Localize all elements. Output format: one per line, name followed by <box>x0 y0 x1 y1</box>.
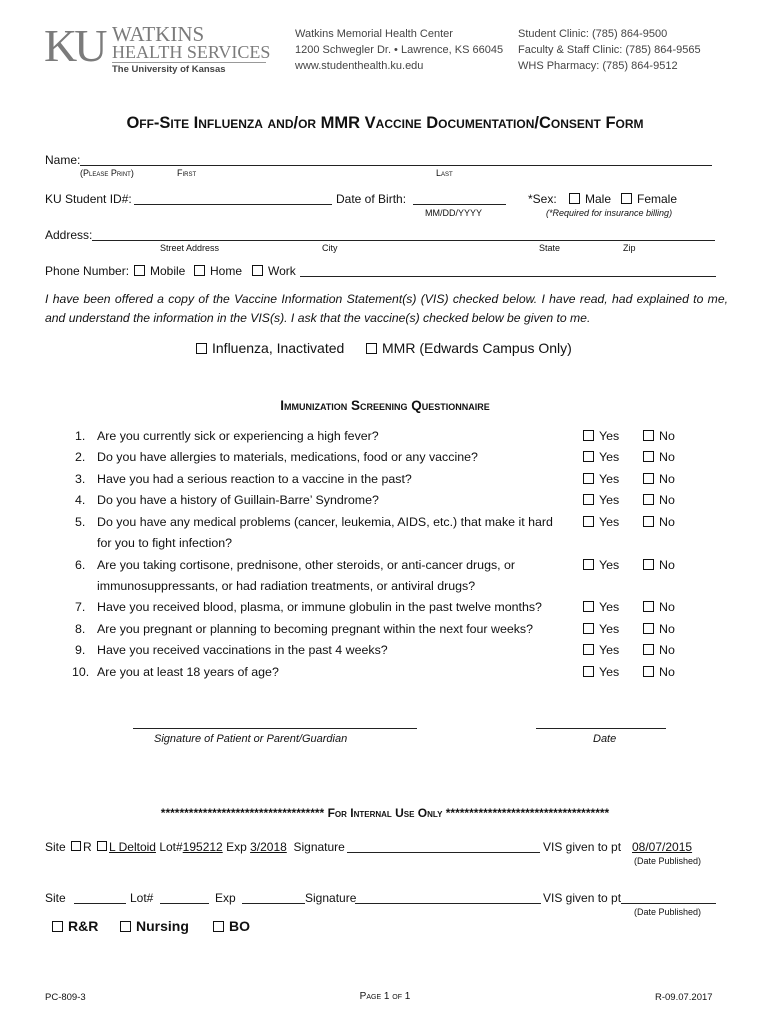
question-yes-option[interactable] <box>583 622 619 636</box>
sex-note: (*Required for insurance billing) <box>546 208 673 218</box>
date-published-label: (Date Published) <box>634 856 702 866</box>
state-label: State <box>539 243 561 253</box>
vaccine-influenza-label: Influenza, Inactivated <box>212 340 345 356</box>
stars-right: *********************************** <box>445 806 610 820</box>
question-text: Are you taking cortisone, prednisone, other steroids, or anti-cancer drugs, or <box>97 558 516 572</box>
checkbox-icon[interactable] <box>583 473 594 484</box>
checkbox-icon[interactable] <box>583 623 594 634</box>
exp-label: Exp <box>226 840 247 854</box>
checkbox-icon[interactable] <box>643 601 654 612</box>
checkbox-icon[interactable] <box>643 666 654 677</box>
yes-label: Yes <box>599 665 620 679</box>
sex-female-option[interactable] <box>621 192 677 206</box>
logo-university: The University of Kansas <box>112 64 226 75</box>
site-label-2: Site <box>45 891 66 905</box>
phone-work-option[interactable] <box>252 264 296 278</box>
no-label: No <box>659 600 675 614</box>
yes-label: Yes <box>599 643 620 657</box>
question-no-option[interactable] <box>643 622 675 636</box>
site-l-deltoid-label: L Deltoid <box>109 840 156 854</box>
no-label: No <box>659 622 675 636</box>
yes-label: Yes <box>599 600 620 614</box>
phone-home-label: Home <box>210 264 243 278</box>
question-no-option[interactable] <box>643 643 675 657</box>
address-field[interactable] <box>92 230 715 241</box>
checkbox-icon[interactable] <box>643 644 654 655</box>
question-yes-option[interactable] <box>583 665 619 679</box>
exp-label-2: Exp <box>215 891 236 905</box>
checkbox-icon[interactable] <box>120 921 131 932</box>
vis-given-label: VIS given to pt <box>543 840 622 854</box>
lot-field-2[interactable] <box>160 893 209 904</box>
clinic-phones <box>518 26 701 74</box>
checkbox-icon[interactable] <box>52 921 63 932</box>
question-number: 8. <box>75 622 86 636</box>
question-yes-option[interactable] <box>583 643 619 657</box>
question-number: 2. <box>75 450 86 464</box>
logo-ku: KU <box>44 20 105 71</box>
phone-mobile-option[interactable] <box>134 264 185 278</box>
question-no-option[interactable] <box>643 450 675 464</box>
city-label: City <box>322 243 338 253</box>
bo-label: BO <box>229 918 250 934</box>
yes-label: Yes <box>599 472 620 486</box>
zip-label: Zip <box>623 243 636 253</box>
checkbox-icon[interactable] <box>583 644 594 655</box>
sex-female-label: Female <box>637 192 678 206</box>
rr-label: R&R <box>68 918 99 934</box>
question-number: 10. <box>72 665 90 679</box>
phone-home-option[interactable] <box>194 264 242 278</box>
no-label: No <box>659 450 675 464</box>
address-label: Address: <box>45 228 93 242</box>
checkbox-icon[interactable] <box>583 601 594 612</box>
center-info <box>295 26 503 74</box>
checkbox-icon[interactable] <box>196 343 207 354</box>
logo-divider <box>112 62 266 63</box>
question-yes-option[interactable] <box>583 472 619 486</box>
checkbox-icon[interactable] <box>643 451 654 462</box>
site-r-label: R <box>83 840 92 854</box>
question-number: 4. <box>75 493 86 507</box>
internal-use-header <box>0 806 770 820</box>
vis-given-field-2[interactable] <box>621 893 716 904</box>
question-number: 5. <box>75 515 86 529</box>
checkbox-icon[interactable] <box>583 516 594 527</box>
checkbox-icon[interactable] <box>643 516 654 527</box>
checkbox-icon[interactable] <box>134 265 145 276</box>
vaccine-mmr-label: MMR (Edwards Campus Only) <box>382 340 572 356</box>
name-field[interactable] <box>80 155 712 166</box>
question-text-continued: for you to fight infection? <box>97 536 233 550</box>
center-address: 1200 Schwegler Dr. • Lawrence, KS 66045 <box>295 44 504 56</box>
vaccine-influenza-option[interactable] <box>196 340 344 356</box>
question-text: Are you currently sick or experiencing a high fever? <box>97 429 379 443</box>
site-r-checkbox-icon[interactable] <box>71 841 81 851</box>
site-field-2[interactable] <box>74 893 126 904</box>
internal-use-title: For Internal Use Only <box>327 806 443 820</box>
question-text: Are you pregnant or planning to becoming pregnant within the next four weeks? <box>97 622 534 636</box>
internal-row-1 <box>45 840 345 854</box>
center-name: Watkins Memorial Health Center <box>295 28 453 40</box>
checkbox-icon[interactable] <box>366 343 377 354</box>
internal-signature-label: Signature <box>293 840 345 854</box>
question-text: Do you have any medical problems (cancer, leukemia, AIDS, etc.) that make it hard <box>97 515 553 529</box>
checkbox-icon[interactable] <box>643 623 654 634</box>
vis-given-date[interactable]: 08/07/2015 <box>632 840 693 854</box>
checkbox-icon[interactable] <box>213 921 224 932</box>
signature-label-2: Signature <box>305 891 357 905</box>
student-id-label: KU Student ID#: <box>45 192 132 206</box>
question-text: Have you received vaccinations in the past 4 weeks? <box>97 643 388 657</box>
checkbox-icon[interactable] <box>583 451 594 462</box>
no-label: No <box>659 493 675 507</box>
question-number: 6. <box>75 558 86 572</box>
yes-label: Yes <box>599 558 620 572</box>
checkbox-icon[interactable] <box>643 494 654 505</box>
vis-statement: I have been offered a copy of the Vaccine Information Statement(s) (VIS) checked below. I have read, had explained to me, and understand the information in the VIS(s). I ask that the vaccine(s) checked below be given to me. <box>45 292 728 325</box>
question-number: 3. <box>75 472 86 486</box>
lot-label: Lot# <box>159 840 183 854</box>
date-published-label-2: (Date Published) <box>634 907 702 917</box>
phone-pharmacy: WHS Pharmacy: (785) 864-9512 <box>518 60 678 72</box>
question-no-option[interactable] <box>643 665 675 679</box>
no-label: No <box>659 429 675 443</box>
checkbox-icon[interactable] <box>569 193 580 204</box>
phone-mobile-label: Mobile <box>150 264 186 278</box>
no-label: No <box>659 665 675 679</box>
checkbox-icon[interactable] <box>583 666 594 677</box>
vis-given-label-2: VIS given to pt <box>543 891 622 905</box>
signature-date-label: Date <box>593 733 617 745</box>
page-number: Page 1 of 1 <box>359 991 411 1002</box>
checkbox-icon[interactable] <box>583 559 594 570</box>
question-yes-option[interactable] <box>583 493 619 507</box>
no-label: No <box>659 515 675 529</box>
rr-option[interactable] <box>52 918 98 934</box>
question-text-continued: immunosuppressants, or had radiation treatments, or antiviral drugs? <box>97 579 476 593</box>
stars-left: *********************************** <box>160 806 325 820</box>
please-print-label: (Please Print) <box>80 168 134 178</box>
dob-label: Date of Birth: <box>336 192 407 206</box>
sex-label: *Sex: <box>528 192 557 206</box>
no-label: No <box>659 643 675 657</box>
site-label: Site <box>45 840 66 854</box>
lot-value[interactable]: 195212 <box>182 840 223 854</box>
question-text: Have you had a serious reaction to a vaccine in the past? <box>97 472 412 486</box>
yes-label: Yes <box>599 429 620 443</box>
question-no-option[interactable] <box>643 493 675 507</box>
street-address-label: Street Address <box>160 243 220 253</box>
question-yes-option[interactable] <box>583 600 619 614</box>
question-yes-option[interactable] <box>583 558 619 572</box>
question-no-option[interactable] <box>643 472 675 486</box>
question-number: 9. <box>75 643 86 657</box>
dob-format: MM/DD/YYYY <box>425 208 483 218</box>
checkbox-icon[interactable] <box>643 430 654 441</box>
logo-health-services: HEALTH SERVICES <box>112 42 271 62</box>
question-number: 1. <box>75 429 86 443</box>
logo-watkins: WATKINS <box>112 22 205 46</box>
revision-code: R-09.07.2017 <box>655 992 713 1003</box>
checkbox-icon[interactable] <box>643 559 654 570</box>
yes-label: Yes <box>599 515 620 529</box>
question-no-option[interactable] <box>643 515 675 529</box>
center-url[interactable]: www.studenthealth.ku.edu <box>295 60 424 72</box>
question-yes-option[interactable] <box>583 450 619 464</box>
question-text: Do you have allergies to materials, medications, food or any vaccine? <box>97 450 478 464</box>
last-name-label: Last <box>436 168 453 178</box>
question-text: Are you at least 18 years of age? <box>97 665 279 679</box>
phone-field[interactable] <box>300 266 716 277</box>
signature-date-field[interactable] <box>536 718 666 729</box>
question-text: Do you have a history of Guillain-Barre’ Syndrome? <box>97 493 379 507</box>
exp-field-2[interactable] <box>242 893 305 904</box>
question-text: Have you received blood, plasma, or immune globulin in the past twelve months? <box>97 600 542 614</box>
no-label: No <box>659 558 675 572</box>
question-yes-option[interactable] <box>583 429 619 443</box>
question-number: 7. <box>75 600 86 614</box>
phone-student-clinic: Student Clinic: (785) 864-9500 <box>518 28 668 40</box>
question-no-option[interactable] <box>643 558 675 572</box>
exp-value[interactable]: 3/2018 <box>250 840 287 854</box>
name-label: Name: <box>45 153 81 167</box>
form-code: PC-809-3 <box>45 992 86 1003</box>
checkbox-icon[interactable] <box>583 494 594 505</box>
phone-faculty-clinic: Faculty & Staff Clinic: (785) 864-9565 <box>518 44 701 56</box>
question-no-option[interactable] <box>643 429 675 443</box>
checkbox-icon[interactable] <box>621 193 632 204</box>
checkbox-icon[interactable] <box>583 430 594 441</box>
site-l-checkbox-icon[interactable] <box>97 841 107 851</box>
vaccine-mmr-option[interactable] <box>366 340 572 356</box>
student-id-field[interactable] <box>134 194 332 205</box>
phone-label: Phone Number: <box>45 264 130 278</box>
question-yes-option[interactable] <box>583 515 619 529</box>
yes-label: Yes <box>599 622 620 636</box>
checkbox-icon[interactable] <box>643 473 654 484</box>
yes-label: Yes <box>599 450 620 464</box>
question-no-option[interactable] <box>643 600 675 614</box>
signature-field-2[interactable] <box>355 893 541 904</box>
no-label: No <box>659 472 675 486</box>
first-name-label: First <box>177 168 197 178</box>
bo-option[interactable] <box>213 918 250 934</box>
questionnaire-title: Immunization Screening Questionnaire <box>280 398 490 413</box>
phone-work-label: Work <box>268 264 296 278</box>
sex-male-label: Male <box>585 192 612 206</box>
lot-label-2: Lot# <box>130 891 154 905</box>
nursing-label: Nursing <box>136 918 189 934</box>
internal-signature-field[interactable] <box>347 842 540 853</box>
patient-signature-field[interactable] <box>133 718 417 729</box>
form-title: Off-Site Influenza and/or MMR Vaccine Documentation/Consent Form <box>126 114 644 132</box>
sex-male-option[interactable] <box>569 192 611 206</box>
yes-label: Yes <box>599 493 620 507</box>
checkbox-icon[interactable] <box>194 265 205 276</box>
patient-signature-label: Signature of Patient or Parent/Guardian <box>154 733 348 745</box>
nursing-option[interactable] <box>120 918 189 934</box>
dob-field[interactable] <box>413 194 506 205</box>
checkbox-icon[interactable] <box>252 265 263 276</box>
